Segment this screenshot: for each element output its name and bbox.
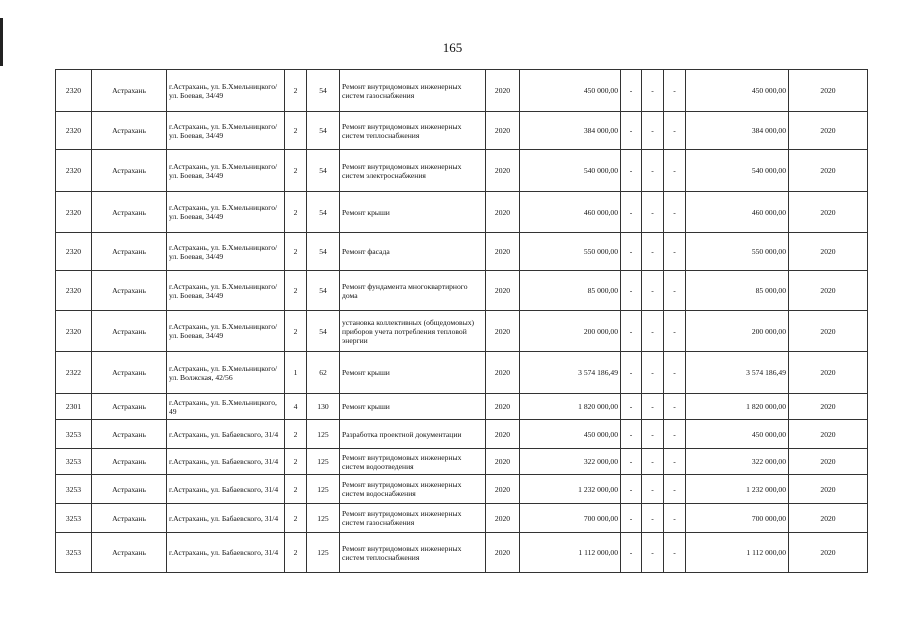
cell-work-type: Ремонт крыши <box>340 192 486 233</box>
cell-work-type: Ремонт внутридомовых инженерных систем водоснабжения <box>340 475 486 504</box>
cell-dash: - <box>642 504 664 533</box>
cell-code: 2320 <box>56 271 92 311</box>
cell-address: г.Астрахань, ул. Бабаевского, 31/4 <box>167 533 285 573</box>
cell-work-type: Ремонт внутридомовых инженерных систем теплоснабжения <box>340 112 486 150</box>
cell-apartments: 54 <box>307 311 340 352</box>
cell-cost: 550 000,00 <box>520 233 621 271</box>
cell-cost: 322 000,00 <box>520 449 621 475</box>
cell-dash: - <box>642 449 664 475</box>
cell-code: 2320 <box>56 70 92 112</box>
cell-apartments: 130 <box>307 394 340 420</box>
cell-completion-year: 2020 <box>789 504 868 533</box>
cell-total: 322 000,00 <box>686 449 789 475</box>
cell-entrances: 2 <box>285 192 307 233</box>
cell-dash: - <box>642 394 664 420</box>
cell-year: 2020 <box>486 394 520 420</box>
cell-apartments: 54 <box>307 271 340 311</box>
cell-completion-year: 2020 <box>789 233 868 271</box>
cell-dash: - <box>642 352 664 394</box>
cell-cost: 200 000,00 <box>520 311 621 352</box>
cell-code: 3253 <box>56 504 92 533</box>
cell-work-type: установка коллективных (общедомовых) приборов учета потребления тепловой энергии <box>340 311 486 352</box>
cell-address: г.Астрахань, ул. Б.Хмельницкого/ ул. Боевая, 34/49 <box>167 70 285 112</box>
cell-apartments: 125 <box>307 475 340 504</box>
cell-completion-year: 2020 <box>789 70 868 112</box>
cell-cost: 460 000,00 <box>520 192 621 233</box>
cell-dash: - <box>664 112 686 150</box>
cell-code: 2320 <box>56 112 92 150</box>
cell-entrances: 2 <box>285 504 307 533</box>
cell-total: 460 000,00 <box>686 192 789 233</box>
cell-city: Астрахань <box>92 271 167 311</box>
cell-entrances: 2 <box>285 449 307 475</box>
cell-cost: 85 000,00 <box>520 271 621 311</box>
page-number: 165 <box>442 40 463 55</box>
cell-dash: - <box>621 150 642 192</box>
cell-total: 200 000,00 <box>686 311 789 352</box>
cell-entrances: 2 <box>285 533 307 573</box>
cell-cost: 3 574 186,49 <box>520 352 621 394</box>
cell-city: Астрахань <box>92 233 167 271</box>
cell-address: г.Астрахань, ул. Б.Хмельницкого/ ул. Боевая, 34/49 <box>167 271 285 311</box>
cell-address: г.Астрахань, ул. Бабаевского, 31/4 <box>167 504 285 533</box>
cell-dash: - <box>621 192 642 233</box>
cell-city: Астрахань <box>92 70 167 112</box>
cell-dash: - <box>642 233 664 271</box>
cell-dash: - <box>664 533 686 573</box>
cell-completion-year: 2020 <box>789 420 868 449</box>
cell-year: 2020 <box>486 311 520 352</box>
cell-apartments: 125 <box>307 449 340 475</box>
table-row <box>56 449 868 475</box>
cell-apartments: 125 <box>307 420 340 449</box>
cell-dash: - <box>664 150 686 192</box>
cell-total: 85 000,00 <box>686 271 789 311</box>
cell-total: 450 000,00 <box>686 70 789 112</box>
cell-cost: 450 000,00 <box>520 70 621 112</box>
cell-dash: - <box>664 70 686 112</box>
cell-code: 2320 <box>56 192 92 233</box>
cell-city: Астрахань <box>92 112 167 150</box>
cell-dash: - <box>621 70 642 112</box>
cell-address: г.Астрахань, ул. Б.Хмельницкого, 49 <box>167 394 285 420</box>
table-row <box>56 233 868 271</box>
cell-completion-year: 2020 <box>789 311 868 352</box>
cell-dash: - <box>621 352 642 394</box>
cell-city: Астрахань <box>92 420 167 449</box>
cell-apartments: 54 <box>307 112 340 150</box>
cell-apartments: 125 <box>307 504 340 533</box>
cell-year: 2020 <box>486 150 520 192</box>
cell-entrances: 4 <box>285 394 307 420</box>
cell-dash: - <box>621 449 642 475</box>
cell-cost: 1 112 000,00 <box>520 533 621 573</box>
cell-completion-year: 2020 <box>789 150 868 192</box>
cell-work-type: Ремонт внутридомовых инженерных систем теплоснабжения <box>340 533 486 573</box>
cell-total: 1 820 000,00 <box>686 394 789 420</box>
cell-city: Астрахань <box>92 533 167 573</box>
cell-dash: - <box>621 394 642 420</box>
cell-apartments: 62 <box>307 352 340 394</box>
cell-address: г.Астрахань, ул. Б.Хмельницкого/ ул. Боевая, 34/49 <box>167 150 285 192</box>
cell-code: 3253 <box>56 449 92 475</box>
cell-total: 384 000,00 <box>686 112 789 150</box>
cell-city: Астрахань <box>92 192 167 233</box>
cell-dash: - <box>621 311 642 352</box>
cell-entrances: 2 <box>285 420 307 449</box>
cell-total: 700 000,00 <box>686 504 789 533</box>
cell-total: 550 000,00 <box>686 233 789 271</box>
cell-code: 2301 <box>56 394 92 420</box>
cell-completion-year: 2020 <box>789 112 868 150</box>
cell-entrances: 2 <box>285 271 307 311</box>
cell-cost: 450 000,00 <box>520 420 621 449</box>
cell-apartments: 54 <box>307 150 340 192</box>
cell-dash: - <box>621 112 642 150</box>
cell-year: 2020 <box>486 420 520 449</box>
table-row <box>56 70 868 112</box>
cell-address: г.Астрахань, ул. Б.Хмельницкого/ ул. Боевая, 34/49 <box>167 233 285 271</box>
cell-total: 1 232 000,00 <box>686 475 789 504</box>
cell-dash: - <box>642 271 664 311</box>
cell-dash: - <box>664 352 686 394</box>
cell-dash: - <box>642 112 664 150</box>
cell-dash: - <box>664 475 686 504</box>
cell-code: 3253 <box>56 420 92 449</box>
cell-work-type: Ремонт крыши <box>340 352 486 394</box>
cell-entrances: 2 <box>285 475 307 504</box>
cell-address: г.Астрахань, ул. Бабаевского, 31/4 <box>167 420 285 449</box>
table-row <box>56 150 868 192</box>
cell-dash: - <box>621 504 642 533</box>
cell-work-type: Ремонт внутридомовых инженерных систем газоснабжения <box>340 70 486 112</box>
cell-year: 2020 <box>486 533 520 573</box>
cell-work-type: Разработка проектной документации <box>340 420 486 449</box>
cell-year: 2020 <box>486 475 520 504</box>
table-row <box>56 192 868 233</box>
cell-city: Астрахань <box>92 352 167 394</box>
cell-total: 1 112 000,00 <box>686 533 789 573</box>
cell-address: г.Астрахань, ул. Б.Хмельницкого/ ул. Боевая, 34/49 <box>167 112 285 150</box>
cell-dash: - <box>664 449 686 475</box>
cell-total: 540 000,00 <box>686 150 789 192</box>
cell-city: Астрахань <box>92 449 167 475</box>
cell-dash: - <box>621 233 642 271</box>
cell-dash: - <box>621 420 642 449</box>
repair-plan-table <box>55 69 868 573</box>
cell-city: Астрахань <box>92 150 167 192</box>
table-row <box>56 112 868 150</box>
cell-dash: - <box>664 420 686 449</box>
cell-address: г.Астрахань, ул. Бабаевского, 31/4 <box>167 475 285 504</box>
cell-year: 2020 <box>486 192 520 233</box>
table-row <box>56 420 868 449</box>
cell-year: 2020 <box>486 233 520 271</box>
cell-cost: 1 820 000,00 <box>520 394 621 420</box>
cell-total: 3 574 186,49 <box>686 352 789 394</box>
cell-address: г.Астрахань, ул. Б.Хмельницкого/ ул. Боевая, 34/49 <box>167 311 285 352</box>
cell-completion-year: 2020 <box>789 192 868 233</box>
cell-completion-year: 2020 <box>789 475 868 504</box>
cell-dash: - <box>664 311 686 352</box>
cell-apartments: 54 <box>307 233 340 271</box>
cell-year: 2020 <box>486 271 520 311</box>
cell-address: г.Астрахань, ул. Б.Хмельницкого/ ул. Боевая, 34/49 <box>167 192 285 233</box>
cell-entrances: 2 <box>285 233 307 271</box>
cell-cost: 540 000,00 <box>520 150 621 192</box>
cell-code: 2320 <box>56 311 92 352</box>
table-row <box>56 533 868 573</box>
cell-dash: - <box>664 192 686 233</box>
cell-cost: 700 000,00 <box>520 504 621 533</box>
cell-dash: - <box>664 233 686 271</box>
table-row <box>56 394 868 420</box>
table-row <box>56 475 868 504</box>
cell-code: 2320 <box>56 233 92 271</box>
table-row <box>56 311 868 352</box>
cell-total: 450 000,00 <box>686 420 789 449</box>
cell-dash: - <box>642 475 664 504</box>
cell-dash: - <box>642 311 664 352</box>
cell-entrances: 2 <box>285 311 307 352</box>
cell-city: Астрахань <box>92 504 167 533</box>
cell-work-type: Ремонт внутридомовых инженерных систем газоснабжения <box>340 504 486 533</box>
cell-dash: - <box>642 150 664 192</box>
cell-completion-year: 2020 <box>789 271 868 311</box>
cell-city: Астрахань <box>92 311 167 352</box>
cell-dash: - <box>664 504 686 533</box>
cell-year: 2020 <box>486 70 520 112</box>
cell-dash: - <box>621 271 642 311</box>
cell-completion-year: 2020 <box>789 533 868 573</box>
cell-completion-year: 2020 <box>789 394 868 420</box>
cell-year: 2020 <box>486 112 520 150</box>
cell-dash: - <box>642 70 664 112</box>
cell-year: 2020 <box>486 449 520 475</box>
table-row <box>56 352 868 394</box>
cell-cost: 1 232 000,00 <box>520 475 621 504</box>
cell-address: г.Астрахань, ул. Бабаевского, 31/4 <box>167 449 285 475</box>
cell-apartments: 54 <box>307 192 340 233</box>
cell-completion-year: 2020 <box>789 352 868 394</box>
cell-dash: - <box>664 271 686 311</box>
cell-work-type: Ремонт крыши <box>340 394 486 420</box>
cell-city: Астрахань <box>92 394 167 420</box>
cell-code: 2320 <box>56 150 92 192</box>
cell-dash: - <box>642 192 664 233</box>
cell-apartments: 54 <box>307 70 340 112</box>
cell-code: 2322 <box>56 352 92 394</box>
cell-work-type: Ремонт фасада <box>340 233 486 271</box>
cell-work-type: Ремонт фундамента многоквартирного дома <box>340 271 486 311</box>
table-row <box>56 271 868 311</box>
cell-entrances: 1 <box>285 352 307 394</box>
cell-entrances: 2 <box>285 70 307 112</box>
cell-cost: 384 000,00 <box>520 112 621 150</box>
cell-address: г.Астрахань, ул. Б.Хмельницкого/ ул. Волжская, 42/56 <box>167 352 285 394</box>
table-row <box>56 504 868 533</box>
cell-work-type: Ремонт внутридомовых инженерных систем водоотведения <box>340 449 486 475</box>
cell-completion-year: 2020 <box>789 449 868 475</box>
cell-entrances: 2 <box>285 112 307 150</box>
cell-entrances: 2 <box>285 150 307 192</box>
cell-apartments: 125 <box>307 533 340 573</box>
cell-year: 2020 <box>486 352 520 394</box>
cell-code: 3253 <box>56 533 92 573</box>
cell-dash: - <box>642 533 664 573</box>
cell-city: Астрахань <box>92 475 167 504</box>
cell-dash: - <box>621 475 642 504</box>
cell-dash: - <box>664 394 686 420</box>
cell-dash: - <box>621 533 642 573</box>
cell-code: 3253 <box>56 475 92 504</box>
cell-dash: - <box>642 420 664 449</box>
cell-year: 2020 <box>486 504 520 533</box>
cell-work-type: Ремонт внутридомовых инженерных систем электроснабжения <box>340 150 486 192</box>
